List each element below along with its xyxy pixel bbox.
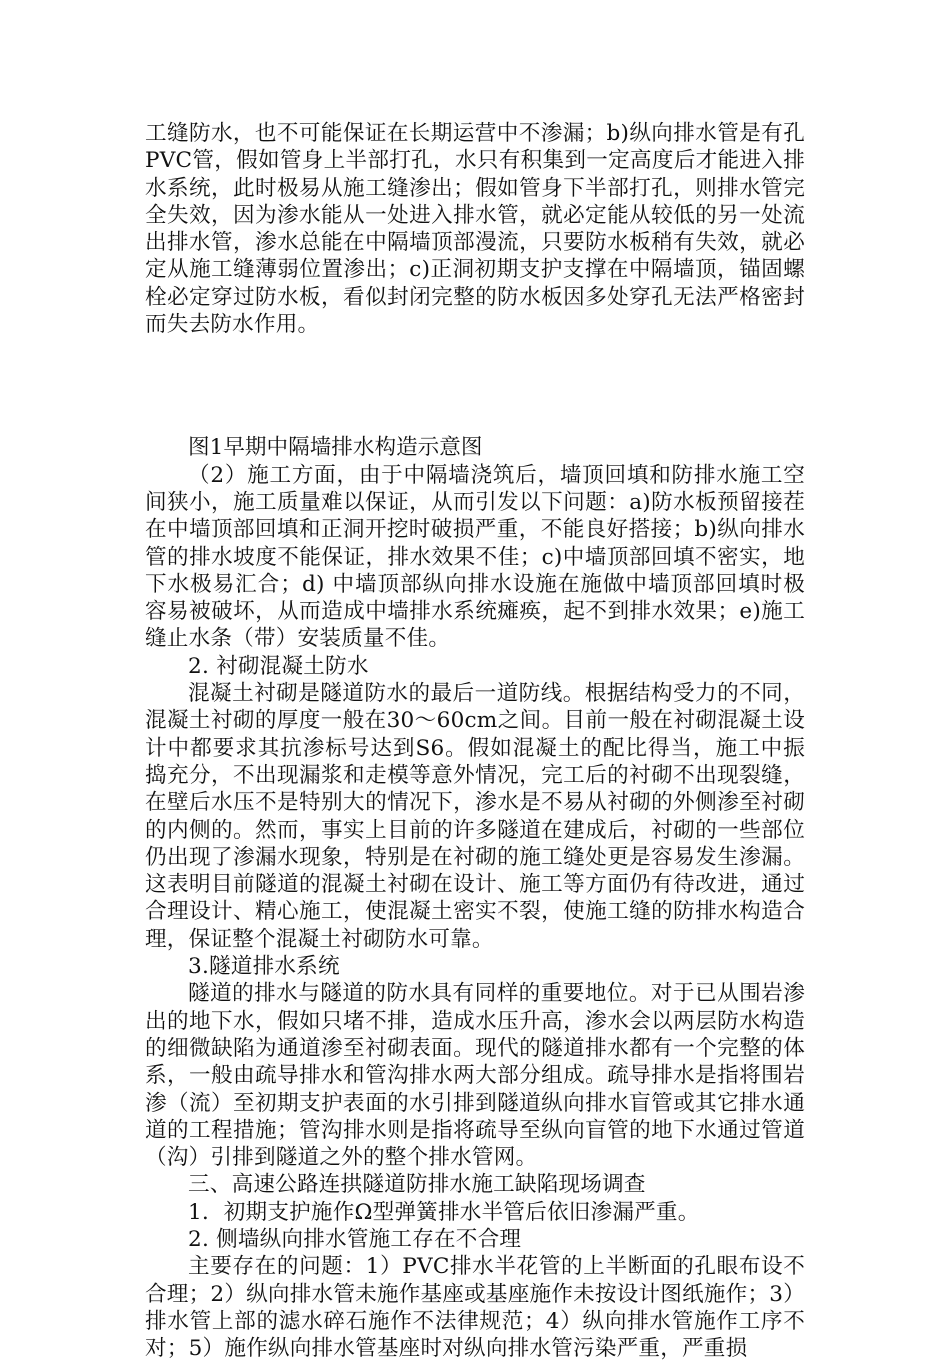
list-item: 1．初期支护施作Ω型弹簧排水半管后依旧渗漏严重。 — [188, 1199, 700, 1225]
body-paragraph: （2）施工方面，由于中隔墙浇筑后，墙顶回填和防排水施工空间狭小，施工质量难以保证，从而引发以下问题：a)防水板预留接茬在中墙顶部回填和正洞开挖时破损严重，不能良好搭接；b)纵向排水管的排水坡度不能保证，排水效果不佳；c)中墙顶部回填不密实，地下水极易汇合；d) 中墙顶部纵向排水设施在施做中墙顶部回填时极容易被破坏，从而造成中墙排水系统瘫痪，起不到排水效果；e)施工缝止水条（带）安装质量不佳。 — [145, 462, 805, 652]
figure-placeholder — [145, 338, 805, 434]
section-heading: 三、高速公路连拱隧道防排水施工缺陷现场调查 — [188, 1172, 646, 1198]
body-paragraph: 工缝防水，也不可能保证在长期运营中不渗漏；b)纵向排水管是有孔PVC管，假如管身上半部打孔，水只有积集到一定高度后才能进入排水系统，此时极易从施工缝渗出；假如管身下半部打孔，则排水管完全失效，因为渗水能从一处进入排水管，就必定能从较低的另一处流出排水管，渗水总能在中隔墙顶部漫流，只要防水板稍有失效，就必定从施工缝薄弱位置渗出；c)正洞初期支护支撑在中隔墙顶，锚固螺栓必定穿过防水板，看似封闭完整的防水板因多处穿孔无法严格密封而失去防水作用。 — [145, 121, 805, 338]
list-item: 2. 侧墙纵向排水管施工存在不合理 — [188, 1226, 522, 1252]
body-paragraph: 主要存在的问题：1）PVC排水半花管的上半断面的孔眼布设不合理；2）纵向排水管未施作基座或基座施作未按设计图纸施作；3）排水管上部的滤水碎石施作不法律规范；4）纵向排水管施作工序不对；5）施作纵向排水管基座时对纵向排水管污染严重，严重损 — [145, 1254, 805, 1362]
body-paragraph: 混凝土衬砌是隧道防水的最后一道防线。根据结构受力的不同，混凝土衬砌的厚度一般在30～60cm之间。目前一般在衬砌混凝土设计中都要求其抗渗标号达到S6。假如混凝土的配比得当，施工中振捣充分，不出现漏浆和走模等意外情况，完工后的衬砌不出现裂缝，在壁后水压不是特别大的情况下，渗水是不易从衬砌的外侧渗至衬砌的内侧的。然而，事实上目前的许多隧道在建成后，衬砌的一些部位仍出现了渗漏水现象，特别是在衬砌的施工缝处更是容易发生渗漏。这表明目前隧道的混凝土衬砌在设计、施工等方面仍有待改进，通过合理设计、精心施工，使混凝土密实不裂，使施工缝的防排水构造合理，保证整个混凝土衬砌防水可靠。 — [145, 681, 805, 952]
body-paragraph: 隧道的排水与隧道的防水具有同样的重要地位。对于已从围岩渗出的地下水，假如只堵不排，造成水压升高，渗水会以两层防水构造的细微缺陷为通道渗至衬砌表面。现代的隧道排水都有一个完整的体系，一般由疏导排水和管沟排水两大部分组成。疏导排水是指将围岩渗（流）至初期支护表面的水引排到隧道纵向排水盲管或其它排水通道的工程措施；管沟排水则是指将疏导至纵向盲管的地下水通过管道（沟）引排到隧道之外的整个排水管网。 — [145, 981, 805, 1171]
figure-caption: 图1早期中隔墙排水构造示意图 — [188, 435, 483, 461]
section-heading: 3.隧道排水系统 — [188, 954, 340, 980]
section-heading: 2. 衬砌混凝土防水 — [188, 653, 369, 679]
document-page — [145, 120, 805, 1362]
